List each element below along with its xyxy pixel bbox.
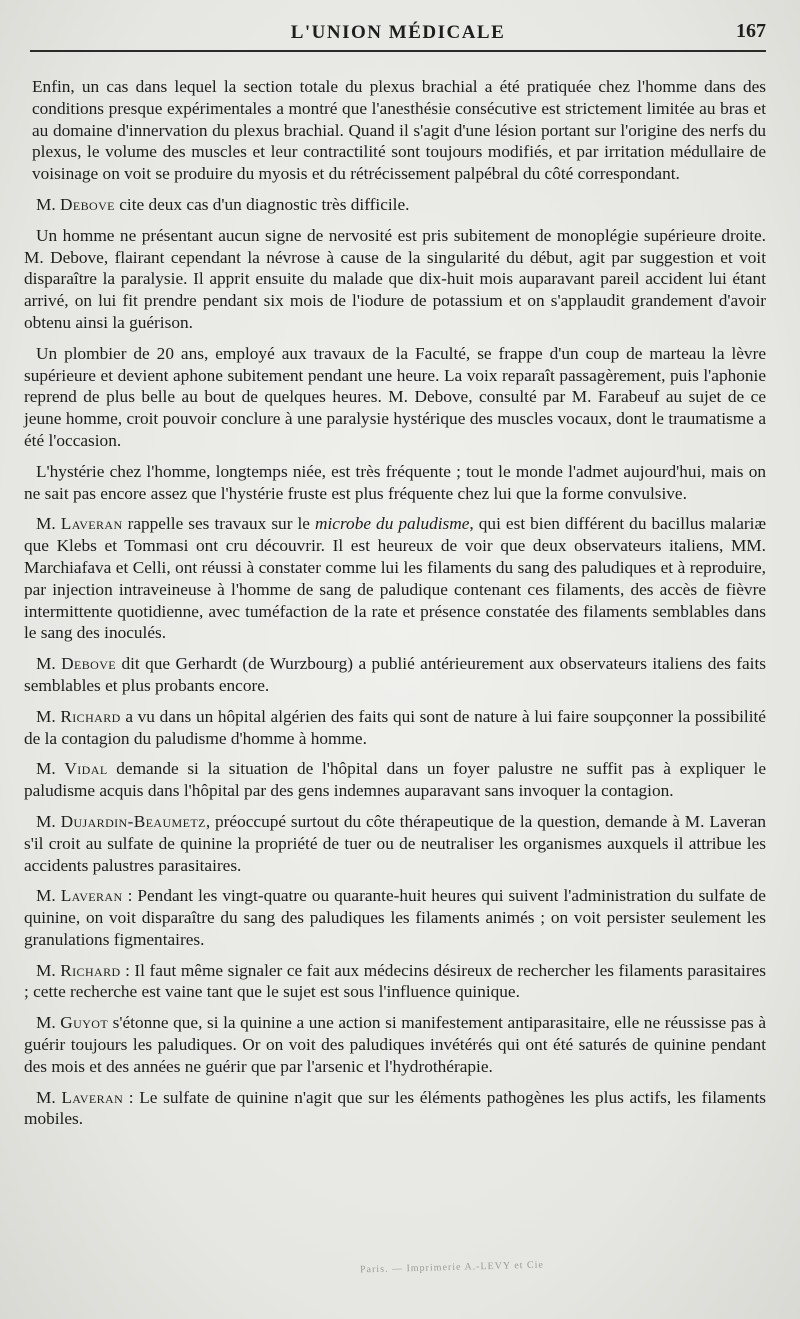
paragraph: M. Laveran rappelle ses travaux sur le microbe du paludisme, qui est bien différent du bacillus malariæ que Klebs et Tommasi ont cru découvrir. Il est heureux de voir que deux observateurs italiens, MM. Marchiafava et Celli, ont réussi à constater comme lui les filaments du sang des paludiques et à reproduire, par injection intraveineuse à l'homme de sang de paludique contenant ces filaments, des accès de fièvre intermittente quotidienne, avec tuméfaction de la rate et présence constatée des filaments semblables dans le sang des inoculés.	[24, 514, 766, 643]
paragraph: L'hystérie chez l'homme, longtemps niée, est très fréquente ; tout le monde l'admet aujourd'hui, mais on ne sait pas encore assez que l'hystérie fruste est plus fréquente chez lui que la forme convulsive.	[24, 461, 766, 503]
speaker-name: Richard	[60, 960, 121, 980]
article-body	[24, 76, 766, 1130]
paragraph: M. Dujardin-Beaumetz, préoccupé surtout du côte thérapeutique de la question, demande à M. Laveran s'il croit au sulfate de quinine la propriété de tuer ou de neutraliser les organismes auxquels il attribue les accidents palustres parasitaires.	[24, 811, 766, 875]
paragraph: M. Debove dit que Gerhardt (de Wurzbourg) a publié antérieurement aux observateurs italiens des faits semblables et plus probants encore.	[24, 654, 766, 695]
page-header	[30, 16, 766, 52]
page-number: 167	[736, 20, 766, 42]
paragraph: M. Guyot s'étonne que, si la quinine a une action si manifestement antiparasitaire, elle ne réussisse pas à guérir toujours les paludiques. Or on voit des paludiques invétérés qui ont été saturés de quinine pendant des mois et des années ne guérir que par l'arsenic et l'hydrothérapie.	[24, 1013, 766, 1076]
speaker-name: Vidal	[64, 759, 108, 779]
running-title: L'UNION MÉDICALE	[290, 22, 506, 43]
speaker-name: Laveran	[60, 514, 123, 534]
printer-imprint: Paris. — Imprimerie A.-LEVY et Cie	[359, 1259, 544, 1276]
paragraph: M. Richard : Il faut même signaler ce fait aux médecins désireux de rechercher les filaments parasitaires ; cette recherche est vaine tant que le sujet est sous l'influence quinique.	[24, 960, 766, 1002]
speaker-name: Debove	[61, 654, 117, 674]
speaker-name: Guyot	[60, 1013, 109, 1033]
paragraph: Un plombier de 20 ans, employé aux travaux de la Faculté, se frappe d'un coup de marteau la lèvre supérieure et devient aphone subitement pendant une heure. La voix reparaît passagèrement, puis l'aphonie reprend de plus belle au bout de quelques heures. M. Debove, consulté par M. Farabeuf au sujet de ce jeune homme, croit pouvoir conclure à une paralysie hystérique des muscles vocaux, dont le traumatisme a été l'occasion.	[24, 343, 766, 450]
paragraph: Enfin, un cas dans lequel la section totale du plexus brachial a été pratiquée chez l'homme dans des conditions presque expérimentales a montré que l'anesthésie consécutive est strictement limitée au bras et au domaine d'innervation du plexus brachial. Quand il s'agit d'une lésion portant sur l'origine des nerfs du plexus, le volume des muscles et leur contractilité sont toujours modifiés, et par irritation médullaire de voisinage on voit se produire du myosis et du rétrécissement palpébral du côté correspondant.	[32, 77, 766, 184]
paragraph: M. Laveran : Pendant les vingt-quatre ou quarante-huit heures qui suivent l'administration du sulfate de quinine, on voit disparaître du sang des paludiques les filaments animés ; on voit persister seulement les granulations figmentaires.	[24, 886, 766, 949]
speaker-name: Laveran	[60, 886, 123, 906]
speaker-name: Laveran	[61, 1087, 124, 1107]
paragraph: M. Laveran : Le sulfate de quinine n'agit que sur les éléments pathogènes les plus actifs, les filaments mobiles.	[24, 1087, 766, 1129]
speaker-name: Debove	[60, 194, 115, 214]
paragraph: M. Vidal demande si la situation de l'hôpital dans un foyer palustre ne suffit pas à expliquer le paludisme acquis dans l'hôpital par des gens indemnes auparavant sans invoquer la contagion.	[24, 759, 767, 801]
paragraph: M. Richard a vu dans un hôpital algérien des faits qui sont de nature à lui faire soupçonner la possibilité de la contagion du paludisme d'homme à homme.	[24, 706, 766, 748]
speaker-name: Dujardin-Beaumetz	[60, 811, 206, 831]
paragraph: Un homme ne présentant aucun signe de nervosité est pris subitement de monoplégie supérieure droite. M. Debove, flairant cependant la névrose à cause de la singularité du début, agit par suggestion et voit disparaître la paralysie. Il apprit ensuite du malade que dix-huit mois auparavant pareil accident lui étant arrivé, on lui fit prendre pendant six mois de l'iodure de potassium et on s'applaudit grandement d'avoir obtenu ainsi la guérison.	[24, 225, 766, 332]
italic-term: microbe du paludisme	[315, 514, 470, 534]
speaker-name: Richard	[60, 706, 121, 726]
paragraph: M. Debove cite deux cas d'un diagnostic très difficile.	[36, 194, 410, 214]
